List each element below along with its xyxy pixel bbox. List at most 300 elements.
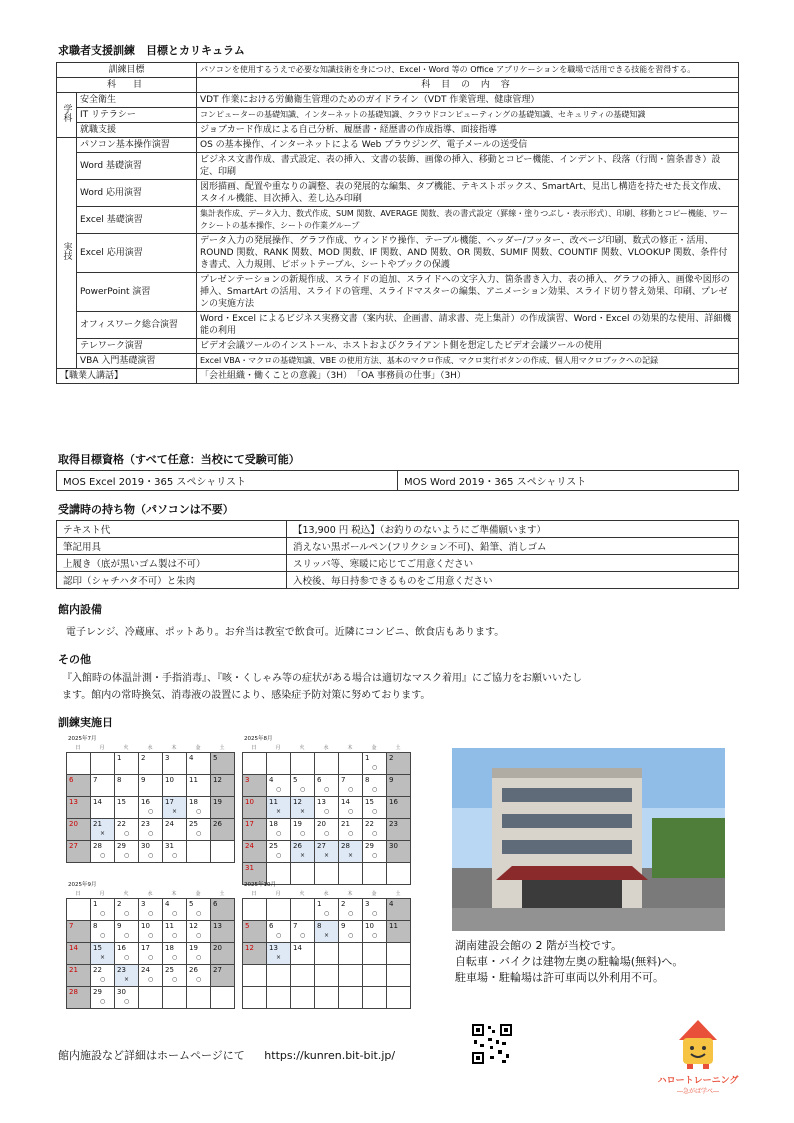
day-number: 15 [117, 798, 126, 806]
day-number: 25 [189, 820, 198, 828]
day-number: 16 [117, 944, 126, 952]
calendar-month [66, 736, 235, 863]
day-number: 8 [365, 776, 370, 784]
attendance-circle-mark: ○ [372, 808, 378, 815]
day-number: 10 [165, 776, 174, 784]
no-class-cross-mark: × [100, 830, 106, 837]
calendar-day [163, 753, 187, 775]
calendar-day [339, 753, 363, 775]
calendar-day [139, 775, 163, 797]
content-cell: ビジネス文書作成、書式設定、表の挿入、文書の装飾、画像の挿入、移動とコピー機能、インデント、段落（行間・箇条書き）設定、印刷 [197, 153, 739, 180]
calendar-day [211, 943, 235, 965]
subject-cell: オフィスワーク総合演習 [77, 312, 197, 339]
attendance-circle-mark: ○ [148, 976, 154, 983]
content-cell: 図形描画、配置や重なりの調整、表の発展的な編集、タブ機能、テキストボックス、SmartArt、見出し構造を持たせた長文作成、スタイル機能、目次挿入、差し込み印刷 [197, 180, 739, 207]
content-cell: コンピューターの基礎知識、インターネットの基礎知識、クラウドコンピューティングの基礎知識、セキュリティの基礎知識 [197, 108, 739, 123]
weekday-header [66, 744, 235, 752]
day-number: 15 [93, 944, 102, 952]
day-number: 9 [389, 776, 394, 784]
day-number: 4 [269, 776, 274, 784]
weekday-label: 水 [147, 891, 153, 897]
calendar-day [339, 863, 363, 885]
weekday-label: 木 [171, 891, 177, 897]
weekday-label: 土 [219, 891, 225, 897]
calendar-day [291, 965, 315, 987]
other-title: その他 [58, 653, 91, 666]
day-number: 6 [69, 776, 74, 784]
calendar-day [267, 921, 291, 943]
attendance-circle-mark: ○ [276, 932, 282, 939]
calendar-day [339, 775, 363, 797]
attendance-circle-mark: ○ [124, 998, 130, 1005]
calendar-day [291, 899, 315, 921]
calendar-day [387, 965, 411, 987]
day-number: 1 [93, 900, 98, 908]
calendar-caption: 2025年8月 [244, 736, 273, 742]
calendar-day [339, 921, 363, 943]
day-number: 3 [245, 776, 250, 784]
day-number: 5 [245, 922, 250, 930]
calendar-day [315, 863, 339, 885]
attendance-circle-mark: ○ [372, 830, 378, 837]
calendar-day [115, 943, 139, 965]
no-class-cross-mark: × [124, 976, 130, 983]
goal-label: 訓練目標 [57, 63, 197, 78]
content-cell: Word・Excel によるビジネス実務文書（案内状、企画書、請求書、売上集計）の作成演習、Word・Excel の効果的な使用、詳細機能の利用 [197, 312, 739, 339]
calendar-day [139, 987, 163, 1009]
calendar-day [243, 819, 267, 841]
day-number: 19 [213, 798, 222, 806]
calendar-day [315, 943, 339, 965]
calendar-day [243, 921, 267, 943]
day-number: 6 [269, 922, 274, 930]
calendar-day [211, 753, 235, 775]
calendar-day [291, 797, 315, 819]
day-number: 7 [341, 776, 346, 784]
calendar-day [315, 965, 339, 987]
day-number: 13 [269, 944, 278, 952]
calendar-day [67, 797, 91, 819]
subject-cell: パソコン基本操作演習 [77, 138, 197, 153]
practical-category [57, 138, 77, 369]
calendar-day [291, 863, 315, 885]
day-number: 18 [165, 944, 174, 952]
weekday-label: 土 [219, 745, 225, 751]
weekday-label: 日 [251, 891, 257, 897]
calendar-day [187, 775, 211, 797]
day-number: 3 [165, 754, 170, 762]
calendar-day [115, 899, 139, 921]
calendar-day [115, 987, 139, 1009]
calendar-day [315, 921, 339, 943]
calendar-day [211, 921, 235, 943]
calendar-day [163, 841, 187, 863]
rocket-mascot-icon [673, 1018, 723, 1070]
subject-cell: 安全衛生 [77, 93, 197, 108]
calendar-day [267, 987, 291, 1009]
weekday-label: 水 [323, 891, 329, 897]
day-number: 26 [189, 966, 198, 974]
calendar-day [315, 797, 339, 819]
calendar-day [139, 943, 163, 965]
calendar-day [91, 753, 115, 775]
weekday-header [242, 890, 411, 898]
day-number: 21 [93, 820, 102, 828]
attendance-circle-mark: ○ [148, 808, 154, 815]
content-cell: OS の基本操作、インターネットによる Web ブラウジング、電子メールの送受信 [197, 138, 739, 153]
calendar-day [243, 987, 267, 1009]
attendance-circle-mark: ○ [324, 830, 330, 837]
calendar-day [387, 943, 411, 965]
calendar-day [387, 863, 411, 885]
facilities-title: 館内設備 [58, 603, 102, 616]
weekday-label: 日 [75, 891, 81, 897]
day-number: 27 [69, 842, 78, 850]
day-number: 11 [269, 798, 278, 806]
calendar-day [363, 863, 387, 885]
attendance-circle-mark: ○ [172, 976, 178, 983]
attendance-circle-mark: ○ [348, 910, 354, 917]
day-number: 22 [365, 820, 374, 828]
weekday-label: 月 [275, 891, 281, 897]
calendar-day [187, 965, 211, 987]
day-number: 28 [93, 842, 102, 850]
calendar-month [242, 882, 411, 1009]
other-text-line1: 『入館時の体温計測・手指消毒』、『咳・くしゃみ等の症状がある場合は適切なマスク着用』にご協力をお願いいたし [62, 673, 582, 684]
calendar-day [67, 965, 91, 987]
weekday-label: 木 [171, 745, 177, 751]
calendar-day [243, 753, 267, 775]
subject-cell: テレワーク演習 [77, 339, 197, 354]
attendance-circle-mark: ○ [196, 910, 202, 917]
day-number: 20 [317, 820, 326, 828]
calendar-day [363, 775, 387, 797]
calendar-day [67, 775, 91, 797]
no-class-cross-mark: × [300, 808, 306, 815]
day-number: 5 [213, 754, 218, 762]
weekday-label: 金 [371, 745, 377, 751]
day-number: 17 [165, 798, 174, 806]
calendar-day [187, 987, 211, 1009]
day-number: 20 [69, 820, 78, 828]
calendar-day [315, 987, 339, 1009]
day-number: 22 [93, 966, 102, 974]
qualification-item: MOS Word 2019・365 スペシャリスト [398, 471, 739, 491]
calendar-day [339, 797, 363, 819]
homepage-link[interactable]: https://kunren.bit-bit.jp/ [264, 1049, 396, 1062]
attendance-circle-mark: ○ [124, 852, 130, 859]
belonging-detail: 入校後、毎日持参できるものをご用意ください [287, 572, 739, 589]
day-number: 16 [389, 798, 398, 806]
schedule-title: 訓練実施日 [58, 716, 113, 729]
day-number: 26 [213, 820, 222, 828]
calendar-day [315, 775, 339, 797]
lecture-subject: 【職業人講話】 [57, 369, 197, 384]
day-number: 23 [389, 820, 398, 828]
calendar-day [291, 819, 315, 841]
calendar-day [187, 841, 211, 863]
day-number: 1 [317, 900, 322, 908]
calendar-day [243, 943, 267, 965]
calendar-day [115, 753, 139, 775]
weekday-label: 木 [347, 745, 353, 751]
content-cell: ビデオ会議ツールのインストール、ホストおよびクライアント側を想定したビデオ会議ツールの使用 [197, 339, 739, 354]
footer [58, 1047, 395, 1063]
photo-caption-line: 駐車場・駐輪場は許可車両以外利用不可。 [455, 971, 664, 984]
day-number: 27 [213, 966, 222, 974]
calendar-day [115, 965, 139, 987]
calendar-day [291, 841, 315, 863]
qr-code[interactable] [470, 1022, 514, 1066]
calendar-day [211, 987, 235, 1009]
day-number: 24 [245, 842, 254, 850]
calendar-day [163, 797, 187, 819]
day-number: 8 [317, 922, 322, 930]
attendance-circle-mark: ○ [372, 852, 378, 859]
photo-caption-line: 自転車・バイクは建物左奥の駐輪場(無料)へ。 [455, 955, 684, 968]
attendance-circle-mark: ○ [100, 910, 106, 917]
day-number: 3 [365, 900, 370, 908]
calendar-day [315, 841, 339, 863]
weekday-label: 月 [275, 745, 281, 751]
hello-training-logo [650, 1018, 746, 1096]
page-title: 求職者支援訓練 目標とカリキュラム [58, 44, 245, 57]
belonging-item: 認印（シャチハタ不可）と朱肉 [57, 572, 287, 589]
content-cell: ジョブカード作成による自己分析、履歴書・経歴書の作成指導、面接指導 [197, 123, 739, 138]
day-number: 9 [341, 922, 346, 930]
day-number: 17 [141, 944, 150, 952]
day-number: 29 [365, 842, 374, 850]
calendar-day [267, 753, 291, 775]
calendar-day [363, 943, 387, 965]
calendar-day [67, 987, 91, 1009]
day-number: 6 [317, 776, 322, 784]
calendar-day [363, 921, 387, 943]
day-number: 14 [69, 944, 78, 952]
day-number: 11 [165, 922, 174, 930]
calendar-day [211, 899, 235, 921]
attendance-circle-mark: ○ [372, 910, 378, 917]
weekday-label: 水 [147, 745, 153, 751]
belonging-item: テキスト代 [57, 521, 287, 538]
attendance-circle-mark: ○ [148, 830, 154, 837]
day-number: 29 [117, 842, 126, 850]
calendar-day [243, 775, 267, 797]
calendar-day [163, 943, 187, 965]
weekday-header [66, 890, 235, 898]
day-number: 25 [269, 842, 278, 850]
day-number: 28 [69, 988, 78, 996]
weekday-label: 日 [75, 745, 81, 751]
day-number: 7 [93, 776, 98, 784]
attendance-circle-mark: ○ [372, 786, 378, 793]
weekday-label: 金 [371, 891, 377, 897]
weekday-label: 木 [347, 891, 353, 897]
day-number: 15 [365, 798, 374, 806]
belonging-item: 筆記用具 [57, 538, 287, 555]
calendar-day [91, 797, 115, 819]
calendar-day [243, 899, 267, 921]
weekday-label: 火 [299, 891, 305, 897]
calendar-day [387, 841, 411, 863]
attendance-circle-mark: ○ [124, 954, 130, 961]
calendar-day [187, 819, 211, 841]
calendar-day [163, 921, 187, 943]
calendar-day [91, 987, 115, 1009]
calendar-day [163, 899, 187, 921]
day-number: 2 [389, 754, 394, 762]
attendance-circle-mark: ○ [196, 954, 202, 961]
calendar-day [339, 987, 363, 1009]
calendar-day [387, 987, 411, 1009]
attendance-circle-mark: ○ [300, 932, 306, 939]
belonging-detail: 消えない黒ボールペン(フリクション不可)、鉛筆、消しゴム [287, 538, 739, 555]
day-number: 24 [141, 966, 150, 974]
subject-cell: Word 基礎演習 [77, 153, 197, 180]
attendance-circle-mark: ○ [172, 910, 178, 917]
weekday-label: 月 [99, 891, 105, 897]
day-number: 4 [189, 754, 194, 762]
attendance-circle-mark: ○ [172, 954, 178, 961]
day-number: 11 [389, 922, 398, 930]
calendar-day [363, 987, 387, 1009]
day-number: 18 [269, 820, 278, 828]
calendar-caption: 2025年9月 [68, 882, 97, 888]
day-number: 31 [165, 842, 174, 850]
day-number: 19 [293, 820, 302, 828]
subject-cell: Word 応用演習 [77, 180, 197, 207]
subject-cell: PowerPoint 演習 [77, 273, 197, 312]
attendance-circle-mark: ○ [276, 786, 282, 793]
lecture-content: 「会社組織・働くことの意義」（3H） 「OA 事務員の仕事」（3H） [197, 369, 739, 384]
calendar-day [91, 921, 115, 943]
weekday-label: 金 [195, 891, 201, 897]
day-number: 2 [341, 900, 346, 908]
attendance-circle-mark: ○ [348, 808, 354, 815]
calendar-day [291, 943, 315, 965]
weekday-label: 月 [99, 745, 105, 751]
calendar-day [187, 943, 211, 965]
academic-label: 学科 [61, 104, 72, 122]
calendar-day [211, 797, 235, 819]
day-number: 26 [293, 842, 302, 850]
day-number: 5 [293, 776, 298, 784]
calendar-day [339, 819, 363, 841]
day-number: 9 [141, 776, 146, 784]
attendance-circle-mark: ○ [172, 852, 178, 859]
day-number: 12 [293, 798, 302, 806]
no-class-cross-mark: × [276, 954, 282, 961]
calendar-day [267, 797, 291, 819]
calendar-day [163, 775, 187, 797]
day-number: 13 [213, 922, 222, 930]
day-number: 23 [117, 966, 126, 974]
calendar-day [211, 819, 235, 841]
curriculum-table [56, 62, 739, 384]
content-cell: 集計表作成、データ入力、数式作成、SUM 関数、AVERAGE 関数、表の書式設定（罫線・塗りつぶし・表示形式）、印刷、移動とコピー機能、ワークシートの基本操作、シートの作業グループ [197, 207, 739, 234]
no-class-cross-mark: × [172, 808, 178, 815]
calendar-day [243, 797, 267, 819]
day-number: 31 [245, 864, 254, 872]
day-number: 30 [141, 842, 150, 850]
day-number: 12 [245, 944, 254, 952]
attendance-circle-mark: ○ [148, 954, 154, 961]
attendance-circle-mark: ○ [124, 830, 130, 837]
weekday-label: 金 [195, 745, 201, 751]
calendar-day [139, 921, 163, 943]
calendar-day [139, 753, 163, 775]
calendar-day [115, 797, 139, 819]
calendar-day [291, 921, 315, 943]
attendance-circle-mark: ○ [324, 786, 330, 793]
calendar-day [115, 819, 139, 841]
calendar-day [339, 943, 363, 965]
calendar-day [339, 965, 363, 987]
calendar-day [91, 943, 115, 965]
calendar-grid [66, 752, 235, 863]
calendar-day [363, 753, 387, 775]
attendance-circle-mark: ○ [300, 786, 306, 793]
day-number: 4 [165, 900, 170, 908]
attendance-circle-mark: ○ [100, 976, 106, 983]
calendar-day [363, 965, 387, 987]
footer-label: 館内施設など詳細はホームページにて [58, 1049, 245, 1062]
goal-text: パソコンを使用するうえで必要な知識技術を身につけ、Excel・Word 等の Office アプリケーションを職場で活用できる技能を習得する。 [197, 63, 739, 78]
attendance-circle-mark: ○ [372, 764, 378, 771]
calendar-month [242, 736, 411, 885]
calendar-day [339, 841, 363, 863]
no-class-cross-mark: × [276, 808, 282, 815]
attendance-circle-mark: ○ [100, 998, 106, 1005]
calendar-day [91, 841, 115, 863]
calendar-day [267, 775, 291, 797]
calendar-day [315, 819, 339, 841]
attendance-circle-mark: ○ [196, 932, 202, 939]
day-number: 10 [365, 922, 374, 930]
qualification-item: MOS Excel 2019・365 スペシャリスト [57, 471, 398, 491]
calendar-grid [66, 898, 235, 1009]
attendance-circle-mark: ○ [172, 932, 178, 939]
calendar-day [67, 921, 91, 943]
facilities-text: 電子レンジ、冷蔵庫、ポットあり。お弁当は教室で飲食可。近隣にコンビニ、飲食店もあります。 [66, 627, 505, 638]
day-number: 11 [189, 776, 198, 784]
attendance-circle-mark: ○ [372, 932, 378, 939]
belonging-detail: 【13,900 円 税込】（お釣りのないようにご準備願います） [287, 521, 739, 538]
weekday-label: 土 [395, 891, 401, 897]
calendar-grid [242, 898, 411, 1009]
no-class-cross-mark: × [348, 852, 354, 859]
calendar-day [363, 819, 387, 841]
logo-text: ハロートレーニング [657, 1076, 739, 1086]
day-number: 19 [189, 944, 198, 952]
attendance-circle-mark: ○ [196, 808, 202, 815]
calendar-day [211, 841, 235, 863]
calendar-day [67, 899, 91, 921]
day-number: 8 [117, 776, 122, 784]
calendar-day [363, 841, 387, 863]
subject-cell: Excel 基礎演習 [77, 207, 197, 234]
day-number: 25 [165, 966, 174, 974]
subject-cell: Excel 応用演習 [77, 234, 197, 273]
attendance-circle-mark: ○ [324, 910, 330, 917]
academic-category [57, 93, 77, 138]
day-number: 8 [93, 922, 98, 930]
content-header: 科 目 の 内 容 [197, 78, 739, 93]
calendar-day [115, 841, 139, 863]
calendar-day [67, 943, 91, 965]
day-number: 20 [213, 944, 222, 952]
day-number: 27 [317, 842, 326, 850]
